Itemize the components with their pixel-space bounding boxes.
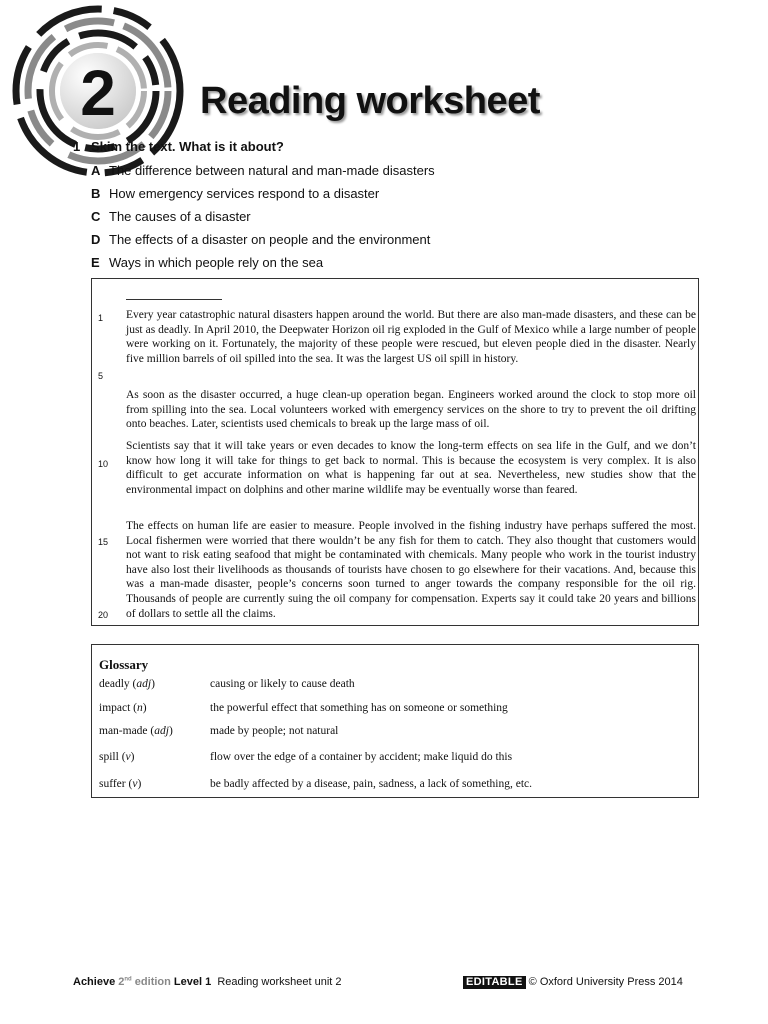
option-letter: A (91, 163, 101, 178)
passage-paragraph: The effects on human life are easier to measure. People involved in the fishing industry have perhaps suffered the most. Local fishermen were worried that there wouldn’t be any fish for them to catch. They also thought that customers would not want to risk eating seafood that might be contaminated with chemicals. Many people who work in the tourist industry have also lost their livelihoods as thousands of tourists have chosen to go elsewhere for their vacations. And, because this was a man-made disaster, people’s concerns soon turned to anger towards the company responsible for the oil rig. Thousands of people are currently suing the oil company for compensation. Experts say it could take 20 years and billions of dollars to settle all the claims. (126, 520, 696, 620)
option-text: The causes of a disaster (109, 209, 251, 224)
glossary-box (91, 644, 699, 798)
edition-word: edition (134, 976, 171, 988)
glossary-word: man-made (99, 725, 148, 737)
glossary-word: deadly (99, 678, 130, 690)
glossary-pos: n (137, 702, 143, 714)
option-letter: E (91, 255, 100, 270)
editable-badge: EDITABLE (463, 976, 526, 989)
copyright: © Oxford University Press 2014 (528, 976, 683, 988)
edition-number: 2 (118, 976, 125, 988)
glossary-term: deadly (adj) (99, 678, 155, 690)
passage-paragraph: Every year catastrophic natural disasters happen around the world. But there are also man-made disasters, and these can be just as deadly. In April 2010, the Deepwater Horizon oil rig exploded in the Gulf of Mexico while a large number of people were working on it. Fortunately, the majority of these people were rescued, but eleven people died in the disaster. Nearly five million barrels of oil spilled into the sea. It was the largest US oil spill in history. (126, 309, 696, 365)
option-text: The effects of a disaster on people and the environment (109, 232, 431, 247)
glossary-term: suffer (v) (99, 778, 142, 790)
title-blank-line (126, 299, 222, 300)
line-number: 1 (98, 313, 104, 323)
reading-passage (91, 278, 699, 626)
footer-subtitle: Reading worksheet unit 2 (217, 976, 342, 988)
glossary-definition: the powerful effect that something has on someone or something (210, 702, 508, 714)
option-letter: C (91, 209, 101, 224)
glossary-pos: v (132, 778, 138, 790)
glossary-term: spill (v) (99, 751, 135, 763)
glossary-definition: causing or likely to cause death (210, 678, 355, 690)
series-name: Achieve (73, 976, 116, 988)
unit-number: 2 (80, 57, 116, 129)
passage-paragraph: Scientists say that it will take years or even decades to know the long-term effects on sea life in the Gulf, and we don’t know how long it will take for things to get back to normal. This is because the ecosystem is very complex. It is also difficult to get accurate information on what is happening far out at sea. Nevertheless, new studies show that the environmental impact on dolphins and other marine wildlife may be eventually worse than feared. (126, 440, 696, 496)
glossary-word: suffer (99, 778, 126, 790)
glossary-pos: v (125, 751, 131, 763)
glossary-term: impact (n) (99, 702, 147, 714)
edition-suffix: nd (124, 976, 132, 983)
glossary-pos: adj (154, 725, 169, 737)
glossary-title: Glossary (99, 657, 149, 672)
page-title: Reading worksheet (200, 80, 540, 122)
glossary-definition: made by people; not natural (210, 725, 339, 737)
edition (118, 976, 171, 988)
passage-paragraph: As soon as the disaster occurred, a huge clean-up operation began. Engineers worked around the clock to stop more oil from spilling into the sea. Local volunteers worked with emergency services on the shore to try to prevent the oil drifting onto beaches. Later, scientists used chemicals to break up the large mass of oil. (126, 389, 696, 431)
option-text: The difference between natural and man-made disasters (109, 163, 435, 178)
option-letter: D (91, 232, 101, 247)
line-number: 10 (98, 459, 109, 469)
question-number: 1 (73, 139, 81, 154)
option-letter: B (91, 186, 101, 201)
option-text: How emergency services respond to a disaster (109, 186, 380, 201)
question-prompt: Skim the text. What is it about? (91, 139, 284, 154)
glossary-term: man-made (adj) (99, 725, 173, 737)
line-number: 20 (98, 610, 109, 620)
line-number: 5 (98, 371, 104, 381)
footer-left (73, 976, 342, 988)
level: Level 1 (173, 976, 212, 988)
glossary-definition: flow over the edge of a container by accident; make liquid do this (210, 751, 513, 763)
option-text: Ways in which people rely on the sea (109, 255, 324, 270)
glossary-word: spill (99, 751, 119, 763)
footer-right (463, 976, 683, 989)
line-number: 15 (98, 537, 109, 547)
glossary-pos: adj (136, 678, 152, 690)
glossary-definition: be badly affected by a disease, pain, sadness, a lack of something, etc. (210, 778, 532, 790)
glossary-word: impact (99, 702, 131, 714)
